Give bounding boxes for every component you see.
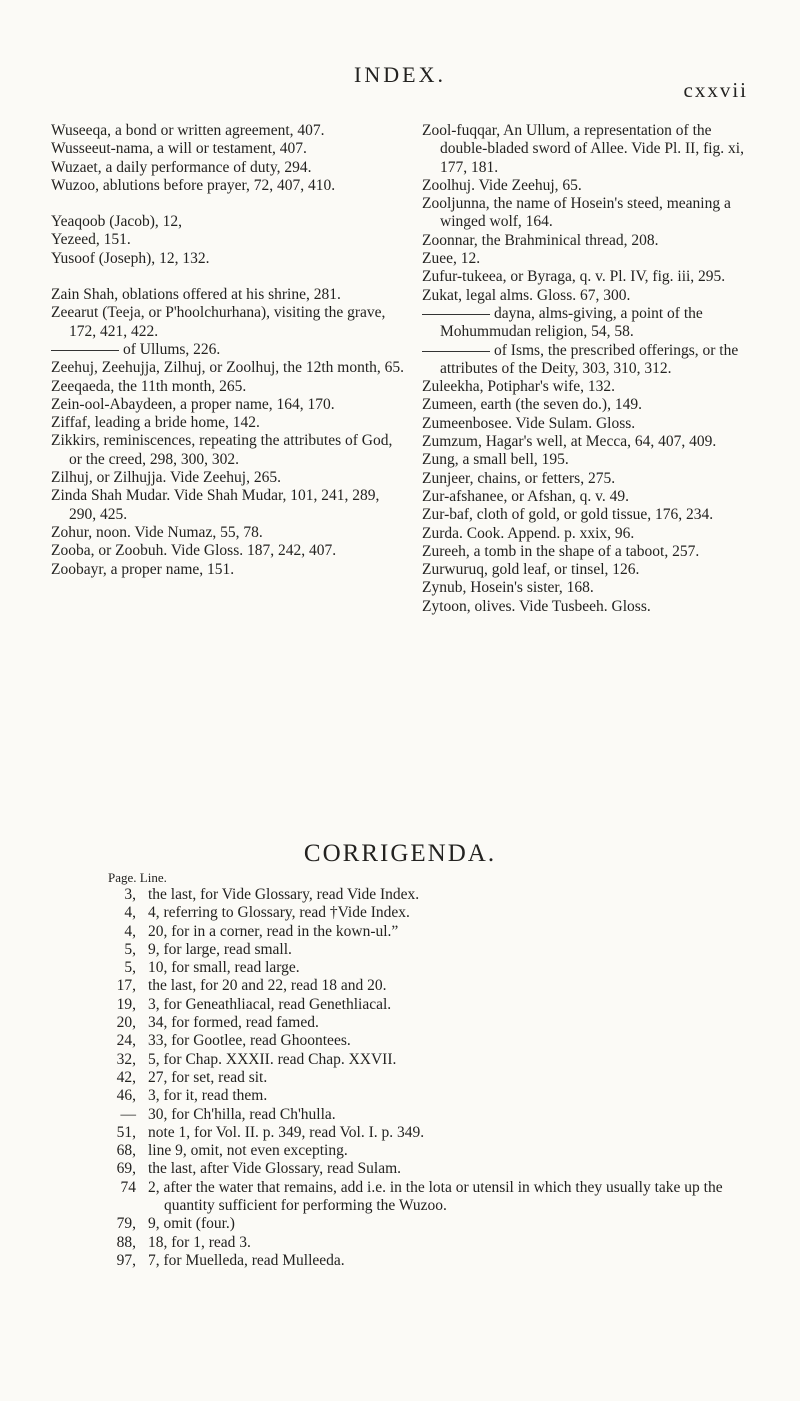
entry-text: or Zoobuh. Vide Gloss. 187, 242, 407.	[94, 542, 337, 560]
index-entry	[51, 250, 407, 268]
corrigenda-row	[108, 923, 768, 941]
entry-headword: Wuzoo,	[51, 176, 100, 194]
corrigenda-title: CORRIGENDA.	[303, 840, 497, 867]
corrigenda-page: 5,	[124, 959, 136, 977]
entry-headword: Zein-ool-Abaydeen,	[51, 395, 177, 413]
corrigenda-row	[108, 1014, 768, 1032]
entry-text: gold leaf, or tinsel, 126.	[487, 561, 640, 579]
corrigenda-text: 5, for Chap. XXXII. read Chap. XXVII.	[148, 1050, 397, 1068]
entry-headword: Zeeqaeda,	[51, 377, 115, 395]
entry-text: a will or testament, 407.	[153, 140, 307, 158]
index-entry	[422, 488, 762, 506]
ditto-dash	[51, 350, 119, 351]
index-entry	[422, 177, 762, 195]
entry-headword: Zeearut	[51, 304, 99, 322]
entry-text: or Afshan, q. v. 49.	[507, 487, 630, 505]
entry-text: cloth of gold, or gold tissue, 176, 234.	[472, 506, 714, 524]
entry-text: ablutions before prayer, 72, 407, 410.	[99, 176, 336, 194]
corrigenda-text: 10, for small, read large.	[148, 959, 300, 977]
entry-headword: Zumzum,	[422, 433, 482, 451]
entry-text: or Zilhujja. Vide Zeehuj, 265.	[92, 469, 281, 487]
entry-headword: Zukat,	[422, 286, 463, 304]
entry-text: oblations offered at his shrine, 281.	[118, 286, 341, 304]
corrigenda-text: 3, for Geneathliacal, read Genethliacal.	[148, 995, 392, 1013]
corrigenda-row	[108, 941, 768, 959]
index-entry	[51, 396, 407, 414]
entry-text: An Ullum, a representation of the double-bladed sword of Allee. Vide Pl. II, fig. xi, 177, 181.	[440, 122, 744, 176]
corrigenda-text: 3, for it, read them.	[148, 1087, 268, 1105]
entry-text: Cook. Append. p. xxix, 96.	[462, 524, 635, 542]
entry-text: 151.	[99, 231, 131, 249]
corrigenda-text: 9, for large, read small.	[148, 940, 292, 958]
entry-text: dayna, alms-giving, a point of the Mohummudan religion, 54, 58.	[440, 304, 703, 341]
corrigenda-row	[108, 1179, 768, 1216]
entry-text: a small bell, 195.	[458, 451, 569, 469]
index-entry	[422, 268, 762, 286]
corrigenda-page: 4,	[124, 922, 136, 940]
corrigenda-page: 46,	[116, 1087, 136, 1105]
entry-text: Potiphar's wife, 132.	[483, 378, 616, 396]
corrigenda-text: 9, omit (four.)	[148, 1215, 235, 1233]
entry-text: a proper name, 151.	[106, 560, 235, 578]
index-entry	[51, 561, 407, 579]
index-entry	[422, 543, 762, 561]
corrigenda-page: 24,	[116, 1032, 136, 1050]
corrigenda-row	[108, 1252, 768, 1270]
index-entry	[422, 342, 762, 379]
corrigenda-row	[108, 1124, 768, 1142]
corrigenda-row	[108, 977, 768, 995]
entry-headword: Zool-fuqqar,	[422, 122, 501, 139]
index-entry	[51, 213, 407, 231]
index-entry	[51, 414, 407, 432]
corrigenda-text: 27, for set, read sit.	[148, 1068, 268, 1086]
entry-headword: Zung,	[422, 451, 459, 469]
corrigenda-text: 2, after the water that remains, add i.e. in the lota or utensil in which they usually take up the quantity sufficient for performing the Wuzoo.	[148, 1178, 723, 1215]
entry-headword: Zoobayr,	[51, 560, 107, 578]
entry-headword: Zinda Shah Mudar.	[51, 487, 171, 505]
entry-text: earth (the seven do.), 149.	[476, 396, 642, 414]
entry-text: Vide Shah Mudar, 101, 241, 289, 290, 425.	[69, 487, 380, 523]
index-entry	[422, 378, 762, 396]
entry-text: Vide Zeehuj, 65.	[474, 176, 582, 194]
entry-text: Hagar's well, at Mecca, 64, 407, 409.	[481, 433, 717, 451]
entry-text: a daily performance of duty, 294.	[101, 158, 312, 176]
entry-headword: Zumeenbosee.	[422, 414, 512, 432]
entry-headword: Zur-afshanee,	[422, 487, 508, 505]
entry-text: olives. Vide Tusbeeh. Gloss.	[470, 597, 651, 615]
corrigenda-page: 20,	[116, 1014, 136, 1032]
entry-headword: Zikkirs,	[51, 432, 100, 450]
entry-text: Vide Sulam. Gloss.	[511, 414, 636, 432]
entry-text: (Teeja, or P'hoolchurhana), visiting the grave, 172, 421, 422.	[69, 304, 386, 340]
entry-headword: Zynub,	[422, 579, 467, 597]
corrigenda-text: 30, for Ch'hilla, read Ch'hulla.	[148, 1105, 336, 1123]
corrigenda-row	[108, 1106, 768, 1124]
corrigenda-page: 5,	[124, 940, 136, 958]
ditto-dash	[422, 351, 490, 352]
corrigenda-page: 3,	[124, 886, 136, 903]
index-entry	[51, 469, 407, 487]
corrigenda-text: the last, for 20 and 22, read 18 and 20.	[148, 977, 387, 995]
corrigenda-text: note 1, for Vol. II. p. 349, read Vol. I. p. 349.	[148, 1123, 425, 1141]
entry-text: a bond or written agreement, 407.	[111, 122, 325, 139]
entry-headword: Wuseeqa,	[51, 122, 112, 139]
entry-headword: Wuzaet,	[51, 158, 102, 176]
index-entry	[422, 305, 762, 342]
entry-text: 12, 132.	[155, 249, 210, 267]
entry-headword: Zur-baf,	[422, 506, 473, 524]
corrigenda-page: 69,	[116, 1160, 136, 1178]
index-entry	[422, 195, 762, 232]
corrigenda-page: 74	[120, 1178, 136, 1196]
corrigenda-text: the last, for Vide Glossary, read Vide Index.	[148, 886, 420, 903]
index-entry	[51, 487, 407, 524]
corrigenda-text: the last, after Vide Glossary, read Sulam.	[148, 1160, 402, 1178]
entry-headword: Ziffaf,	[51, 414, 91, 432]
entry-text: 12.	[456, 250, 481, 268]
entry-headword: Zufur-tukeea,	[422, 268, 507, 286]
corrigenda-text: 18, for 1, read 3.	[148, 1233, 251, 1251]
index-column-right	[422, 122, 762, 616]
entry-headword: Zunjeer,	[422, 469, 474, 487]
index-entry	[51, 140, 407, 158]
entry-headword: Yeaqoob (Jacob),	[51, 213, 159, 231]
entry-text: Hosein's sister, 168.	[466, 579, 594, 597]
index-entry	[422, 451, 762, 469]
entry-headword: Yezeed,	[51, 231, 100, 249]
entry-headword: Zumeen,	[422, 396, 477, 414]
entry-text: the name of Hosein's steed, meaning a winged wolf, 164.	[440, 195, 731, 231]
corrigenda-row	[108, 1087, 768, 1105]
index-entry	[422, 506, 762, 524]
entry-headword: Zurda.	[422, 524, 463, 542]
index-entry	[51, 304, 407, 341]
corrigenda-row	[108, 1069, 768, 1087]
entry-text: the 11th month, 265.	[114, 377, 247, 395]
index-entry	[422, 561, 762, 579]
corrigenda-row	[108, 1142, 768, 1160]
index-entry	[51, 524, 407, 542]
corrigenda-page: 42,	[116, 1068, 136, 1086]
entry-text: reminiscences, repeating the attributes of God, or the creed, 298, 300, 302.	[69, 432, 393, 468]
entry-text: the Brahminical thread, 208.	[477, 231, 659, 249]
corrigenda-row	[108, 886, 768, 904]
entry-headword: Yusoof (Joseph),	[51, 249, 156, 267]
corrigenda-text: 33, for Gootlee, read Ghoontees.	[148, 1032, 351, 1050]
index-entry	[51, 378, 407, 396]
page-number: cxxvii	[683, 78, 748, 102]
corrigenda-column-header: Page. Line.	[108, 870, 167, 885]
entry-text: 12,	[158, 213, 183, 231]
corrigenda-page: 19,	[116, 995, 136, 1013]
entry-text: Zeehujja, Zilhuj, or Zoolhuj, the 12th month, 65.	[97, 359, 405, 377]
entry-text: a proper name, 164, 170.	[176, 395, 335, 413]
corrigenda-text: 4, referring to Glossary, read †Vide Index.	[148, 904, 410, 922]
corrigenda-page: 4,	[124, 904, 136, 922]
corrigenda-text: 20, for in a corner, read in the kown-ul.”	[148, 922, 399, 940]
corrigenda-page: 68,	[116, 1142, 136, 1160]
entry-headword: Zain Shah,	[51, 286, 119, 304]
corrigenda-page: 32,	[116, 1050, 136, 1068]
entry-headword: Zeehuj,	[51, 359, 98, 377]
entry-text: of Isms, the prescribed offerings, or the attributes of the Deity, 303, 310, 312.	[440, 341, 739, 377]
corrigenda-page: 97,	[116, 1251, 136, 1269]
entry-headword: Zoolhuj.	[422, 176, 475, 194]
corrigenda-page: 88,	[116, 1233, 136, 1251]
corrigenda-row	[108, 904, 768, 922]
corrigenda-list	[108, 886, 768, 1270]
corrigenda-row	[108, 1032, 768, 1050]
index-entry	[422, 396, 762, 414]
corrigenda-page: 79,	[116, 1215, 136, 1233]
entry-headword: Zureeh,	[422, 542, 470, 560]
entry-headword: Zoonnar,	[422, 231, 478, 249]
corrigenda-row	[108, 1234, 768, 1252]
entry-headword: Zurwuruq,	[422, 561, 488, 579]
entry-text: a tomb in the shape of a taboot, 257.	[469, 542, 700, 560]
corrigenda-text: 7, for Muelleda, read Mulleeda.	[148, 1251, 345, 1269]
entry-headword: Wusseeut-nama,	[51, 140, 154, 158]
index-entry	[422, 433, 762, 451]
corrigenda-page: 51,	[116, 1123, 136, 1141]
entry-text: leading a bride home, 142.	[90, 414, 260, 432]
index-column-left	[51, 122, 407, 579]
entry-headword: Zuee,	[422, 250, 457, 268]
corrigenda-row	[108, 996, 768, 1014]
index-entry	[422, 579, 762, 597]
entry-headword: Zohur,	[51, 523, 93, 541]
index-entry	[51, 122, 407, 140]
index-entry	[51, 542, 407, 560]
entry-text: chains, or fetters, 275.	[473, 469, 616, 487]
entry-text: of Ullums, 226.	[123, 340, 221, 358]
entry-text: or Byraga, q. v. Pl. IV, fig. iii, 295.	[506, 268, 726, 286]
index-entry	[422, 415, 762, 433]
corrigenda-row	[108, 959, 768, 977]
index-entry	[422, 598, 762, 616]
entry-headword: Zooba,	[51, 542, 95, 560]
corrigenda-row	[108, 1051, 768, 1069]
index-entry	[422, 287, 762, 305]
entry-headword: Zytoon,	[422, 597, 471, 615]
index-entry	[422, 122, 762, 177]
corrigenda-page: 17,	[116, 977, 136, 995]
corrigenda-row	[108, 1160, 768, 1178]
corrigenda-row	[108, 1215, 768, 1233]
entry-text: legal alms. Gloss. 67, 300.	[462, 286, 631, 304]
corrigenda-text: 34, for formed, read famed.	[148, 1014, 319, 1032]
running-header-title: INDEX.	[354, 62, 446, 87]
index-entry	[51, 159, 407, 177]
index-entry	[422, 525, 762, 543]
index-entry	[51, 359, 407, 377]
entry-headword: Zooljunna,	[422, 195, 490, 213]
corrigenda-text: line 9, omit, not even excepting.	[148, 1142, 348, 1160]
index-entry	[51, 231, 407, 249]
corrigenda-page: —	[120, 1105, 136, 1123]
index-entry	[422, 470, 762, 488]
entry-headword: Zuleekha,	[422, 378, 484, 396]
index-entry	[422, 250, 762, 268]
index-entry	[51, 286, 407, 304]
index-entry	[422, 232, 762, 250]
index-entry	[51, 432, 407, 469]
index-entry	[51, 177, 407, 195]
entry-text: noon. Vide Numaz, 55, 78.	[92, 523, 263, 541]
index-entry	[51, 341, 407, 359]
ditto-dash	[422, 314, 490, 315]
entry-headword: Zilhuj,	[51, 469, 93, 487]
